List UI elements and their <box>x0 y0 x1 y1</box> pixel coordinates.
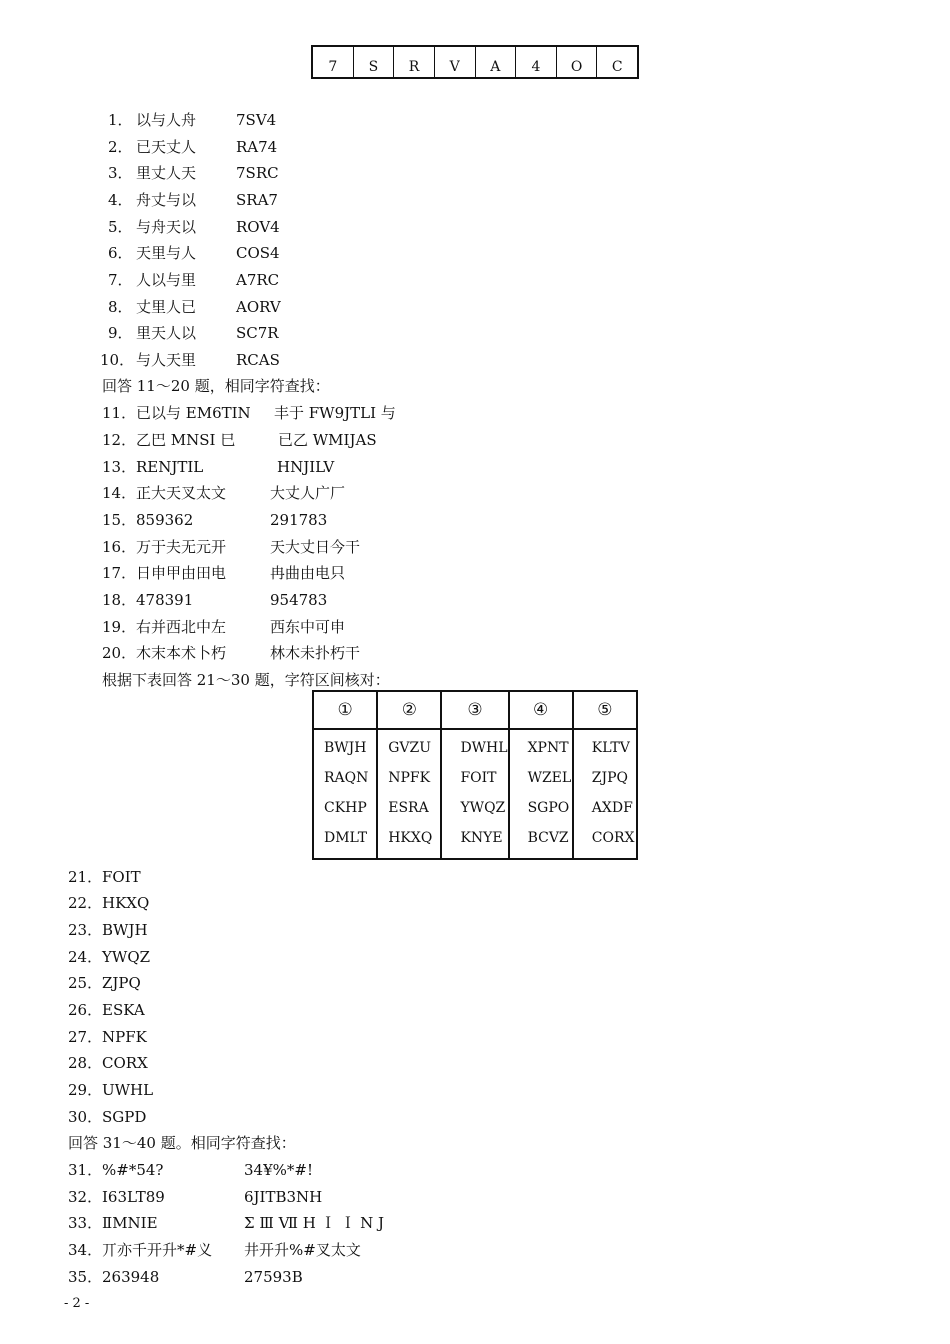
question-right: 954783 <box>270 591 328 609</box>
question-number: 19． <box>102 618 137 636</box>
question-right: Σ Ⅲ Ⅶ H Ｉ Ｉ N J <box>244 1214 385 1232</box>
lookup-cell: DMLT <box>324 830 368 846</box>
lookup-cell: RAQN <box>324 770 369 786</box>
question-left: 263948 <box>102 1268 160 1286</box>
code-cell: S <box>354 47 395 77</box>
instruction-11-20: 回答 11～20 题，相同字符查找： <box>102 377 330 395</box>
question-code: 7SRC <box>236 164 279 182</box>
question-chars: 以与人舟 <box>136 111 197 129</box>
question-left: RENJTIL <box>136 458 204 476</box>
question-left: 乙巴 MNSI 巳 <box>136 431 236 449</box>
question-number: 34． <box>68 1241 103 1259</box>
question-code: BWJH <box>102 921 148 939</box>
lookup-column <box>442 692 509 858</box>
code-cell: V <box>435 47 476 77</box>
question-chars: 天里与人 <box>136 244 197 262</box>
question-number: 18． <box>102 591 137 609</box>
question-number: 27． <box>68 1028 103 1046</box>
question-chars: 里天人以 <box>136 324 197 342</box>
question-code: SGPD <box>102 1108 147 1126</box>
question-code: AORV <box>236 298 281 316</box>
question-right: 34¥%*#! <box>244 1161 313 1179</box>
question-left: I63LT89 <box>102 1188 165 1206</box>
question-number: 3． <box>108 164 133 182</box>
question-code: HKXQ <box>102 894 150 912</box>
question-number: 29． <box>68 1081 103 1099</box>
lookup-cell: KNYE <box>460 830 503 846</box>
lookup-cell: FOIT <box>460 770 497 786</box>
question-code: SRA7 <box>236 191 278 209</box>
question-number: 1． <box>108 111 133 129</box>
lookup-cell: ZJPQ <box>591 770 629 786</box>
question-code: YWQZ <box>102 948 151 966</box>
lookup-cell: DWHL <box>460 740 508 756</box>
question-code: COS4 <box>236 244 280 262</box>
code-cell: 7 <box>313 47 354 77</box>
question-left: 478391 <box>136 591 194 609</box>
lookup-cell: ESRA <box>388 800 429 816</box>
question-code: RCAS <box>236 351 280 369</box>
question-number: 15． <box>102 511 137 529</box>
lookup-cell: SGPO <box>527 800 570 816</box>
question-chars: 舟丈与以 <box>136 191 197 209</box>
code-cell: R <box>394 47 435 77</box>
question-number: 25． <box>68 974 103 992</box>
question-number: 2． <box>108 138 133 156</box>
question-number: 5． <box>108 218 133 236</box>
lookup-cell: NPFK <box>388 770 431 786</box>
question-code: NPFK <box>102 1028 147 1046</box>
lookup-cell: WZEL <box>527 770 572 786</box>
question-code: UWHL <box>102 1081 154 1099</box>
question-code: ROV4 <box>236 218 280 236</box>
question-number: 16． <box>102 538 137 556</box>
lookup-column <box>574 692 636 858</box>
question-code: SC7R <box>236 324 279 342</box>
question-left: 日申甲由田电 <box>136 564 227 582</box>
instruction-21-30: 根据下表回答 21～30 题，字符区间核对： <box>102 671 390 689</box>
question-number: 30． <box>68 1108 103 1126</box>
question-right: 西东中可申 <box>270 618 346 636</box>
question-chars: 里丈人天 <box>136 164 197 182</box>
question-chars: 与舟天以 <box>136 218 197 236</box>
question-chars: 人以与里 <box>136 271 197 289</box>
question-right: HNJILV <box>277 458 335 476</box>
page-number: - 2 - <box>64 1296 90 1311</box>
question-number: 9． <box>108 324 133 342</box>
question-right: 丰于 FW9JTLI 与 <box>274 404 396 422</box>
lookup-cell: BWJH <box>324 740 367 756</box>
question-number: 12． <box>102 431 137 449</box>
lookup-cell: GVZU <box>388 740 432 756</box>
question-chars: 丈里人已 <box>136 298 197 316</box>
lookup-cell: CKHP <box>324 800 367 816</box>
lookup-cell: CORX <box>591 830 635 846</box>
question-number: 26． <box>68 1001 103 1019</box>
question-chars: 已天丈人 <box>136 138 197 156</box>
question-right: 林木未扑朽干 <box>270 644 361 662</box>
question-code: 7SV4 <box>236 111 277 129</box>
question-number: 11． <box>102 404 137 422</box>
code-cell: O <box>557 47 598 77</box>
question-chars: 与人天里 <box>136 351 197 369</box>
lookup-header: ④ <box>510 692 572 730</box>
question-number: 17． <box>102 564 137 582</box>
question-left: 万于夫无元开 <box>136 538 227 556</box>
question-left: 859362 <box>136 511 194 529</box>
question-number: 33． <box>68 1214 103 1232</box>
question-number: 24． <box>68 948 103 966</box>
question-right: 已乙 WMIJAS <box>278 431 377 449</box>
question-right: 27593B <box>244 1268 303 1286</box>
code-cell: C <box>611 59 623 75</box>
question-code: CORX <box>102 1054 148 1072</box>
question-left: 已以与 EM6TIN <box>136 404 251 422</box>
code-cell: 4 <box>516 47 557 77</box>
question-number: 13． <box>102 458 137 476</box>
question-number: 32． <box>68 1188 103 1206</box>
lookup-header: ③ <box>442 692 507 730</box>
lookup-table <box>312 690 638 860</box>
question-code: RA74 <box>236 138 278 156</box>
lookup-header: ① <box>314 692 376 730</box>
question-left: 右并西北中左 <box>136 618 227 636</box>
code-cell: A <box>476 47 517 77</box>
question-number: 6． <box>108 244 133 262</box>
question-number: 28． <box>68 1054 103 1072</box>
question-code: A7RC <box>236 271 280 289</box>
question-right: 天大丈日今干 <box>270 538 361 556</box>
question-code: ZJPQ <box>102 974 141 992</box>
lookup-cell: BCVZ <box>527 830 569 846</box>
question-number: 35． <box>68 1268 103 1286</box>
lookup-column <box>378 692 442 858</box>
lookup-column <box>314 692 378 858</box>
question-number: 20． <box>102 644 137 662</box>
question-number: 22． <box>68 894 103 912</box>
question-code: ESKA <box>102 1001 145 1019</box>
question-number: 10． <box>100 351 135 369</box>
question-number: 21． <box>68 868 103 886</box>
question-left: %#*54? <box>102 1161 164 1179</box>
lookup-cell: XPNT <box>527 740 569 756</box>
lookup-cell: AXDF <box>591 800 633 816</box>
lookup-cell: HKXQ <box>388 830 433 846</box>
question-right: 冉曲由电只 <box>270 564 346 582</box>
lookup-cell: YWQZ <box>460 800 506 816</box>
question-number: 23． <box>68 921 103 939</box>
question-number: 4． <box>108 191 133 209</box>
question-code: FOIT <box>102 868 141 886</box>
question-number: 14． <box>102 484 137 502</box>
code-table <box>311 45 639 79</box>
lookup-column <box>510 692 574 858</box>
lookup-header: ⑤ <box>574 692 636 730</box>
lookup-cell: KLTV <box>591 740 630 756</box>
question-right: 291783 <box>270 511 328 529</box>
question-left: 正大天叉太文 <box>136 484 227 502</box>
question-left: 丌亦千开升*#义 <box>102 1241 213 1259</box>
question-right: 井开升%#叉太文 <box>244 1241 361 1259</box>
question-number: 8． <box>108 298 133 316</box>
question-number: 31． <box>68 1161 103 1179</box>
question-left: 木末本术卜朽 <box>136 644 227 662</box>
question-number: 7． <box>108 271 133 289</box>
lookup-header: ② <box>378 692 440 730</box>
question-right: 大丈人广厂 <box>270 484 346 502</box>
instruction-31-40: 回答 31～40 题。相同字符查找： <box>68 1134 296 1152</box>
question-left: ⅡMNIE <box>102 1214 158 1232</box>
question-right: 6JITB3NH <box>244 1188 323 1206</box>
